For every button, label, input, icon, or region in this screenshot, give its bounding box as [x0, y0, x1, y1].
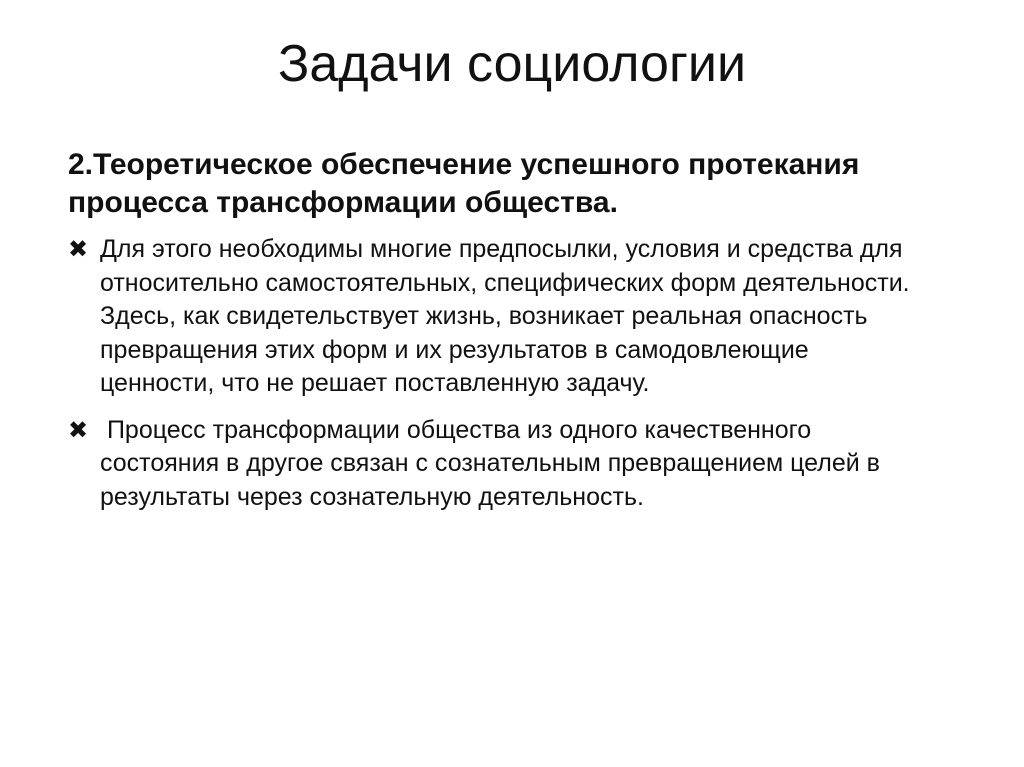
x-mark-bullet-icon: ✖ [67, 236, 89, 263]
slide-title: Задачи социологии [277, 35, 747, 93]
bullet-text: Для этого необходимы многие предпосылки, условия и средства для относительно самостоятельных, специфических форм деятельности. Здесь, как свидетельствует жизнь, возникает реальная опасность превращения этих форм и их результатов в самодовлеющие ценности, что не решает поставленную задачу. [100, 235, 910, 397]
x-mark-bullet-icon: ✖ [67, 416, 89, 444]
section-heading: 2.Теоретическое обеспечение успешного протекания процесса трансформации общества. [68, 148, 860, 219]
bullet-text: Процесс трансформации общества из одного качественного состояния в другое связан с сознательным превращением целей в результаты через сознательную деятельность. [100, 415, 887, 511]
bullet-item [0, 233, 920, 401]
bullet-item [0, 414, 920, 515]
bullet-list [0, 233, 1024, 527]
